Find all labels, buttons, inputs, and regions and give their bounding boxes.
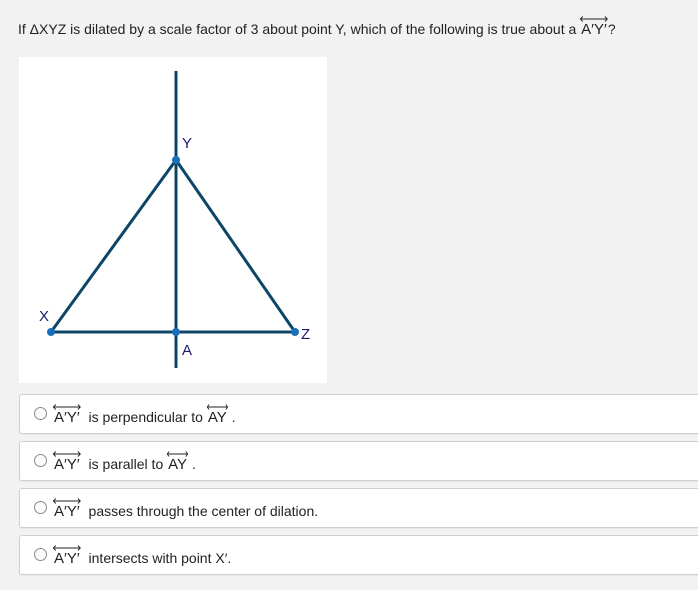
ray-notation xyxy=(54,404,80,426)
question-prompt xyxy=(18,16,616,39)
double-arrow-icon xyxy=(53,404,81,410)
radio-button[interactable] xyxy=(34,407,47,420)
triangle-figure xyxy=(19,57,327,383)
double-arrow-icon xyxy=(580,16,608,22)
ray-notation xyxy=(54,498,80,520)
choice-text: intersects with point X′. xyxy=(88,550,232,566)
segment-yz xyxy=(176,160,295,332)
answer-choice-3[interactable] xyxy=(19,488,698,528)
answer-choice-4[interactable] xyxy=(19,535,698,575)
ray-label: A′Y′ xyxy=(54,550,80,567)
ray-notation xyxy=(54,545,80,567)
ray-notation xyxy=(208,404,227,426)
ray-label: A′Y′ xyxy=(581,21,607,38)
choice-text: passes through the center of dilation. xyxy=(88,503,319,519)
double-arrow-icon xyxy=(53,498,81,504)
ray-label: A′Y′ xyxy=(54,456,80,473)
label-y: Y xyxy=(182,135,193,152)
double-arrow-icon xyxy=(53,545,81,551)
ray-label: AY xyxy=(207,409,227,426)
point-y xyxy=(172,156,180,164)
answer-choice-2[interactable] xyxy=(19,441,698,481)
choice-end: . xyxy=(192,456,196,472)
ray-notation xyxy=(581,16,607,38)
segment-xy xyxy=(51,160,176,332)
radio-button[interactable] xyxy=(34,501,47,514)
point-x xyxy=(47,328,55,336)
ray-label: A′Y′ xyxy=(54,409,80,426)
radio-button[interactable] xyxy=(34,548,47,561)
choice-text: is parallel to xyxy=(88,456,164,472)
choice-end: . xyxy=(231,409,236,425)
ray-label: AY xyxy=(168,456,188,473)
double-arrow-icon xyxy=(53,451,81,457)
ray-label: A′Y′ xyxy=(54,503,80,520)
double-arrow-icon xyxy=(207,404,228,410)
radio-button[interactable] xyxy=(34,454,47,467)
label-a: A xyxy=(182,342,193,359)
point-z xyxy=(291,328,299,336)
question-text: If ΔXYZ is dilated by a scale factor of 3 about point Y, which of the following is true about a xyxy=(18,21,577,37)
answer-choice-1[interactable] xyxy=(19,394,698,434)
label-z: Z xyxy=(301,326,311,343)
ray-notation xyxy=(54,451,80,473)
double-arrow-icon xyxy=(167,451,188,457)
ray-notation xyxy=(168,451,187,473)
choice-text: is perpendicular to xyxy=(88,409,203,425)
question-mark: ? xyxy=(607,21,616,37)
point-a xyxy=(172,328,180,336)
label-x: X xyxy=(39,308,50,325)
